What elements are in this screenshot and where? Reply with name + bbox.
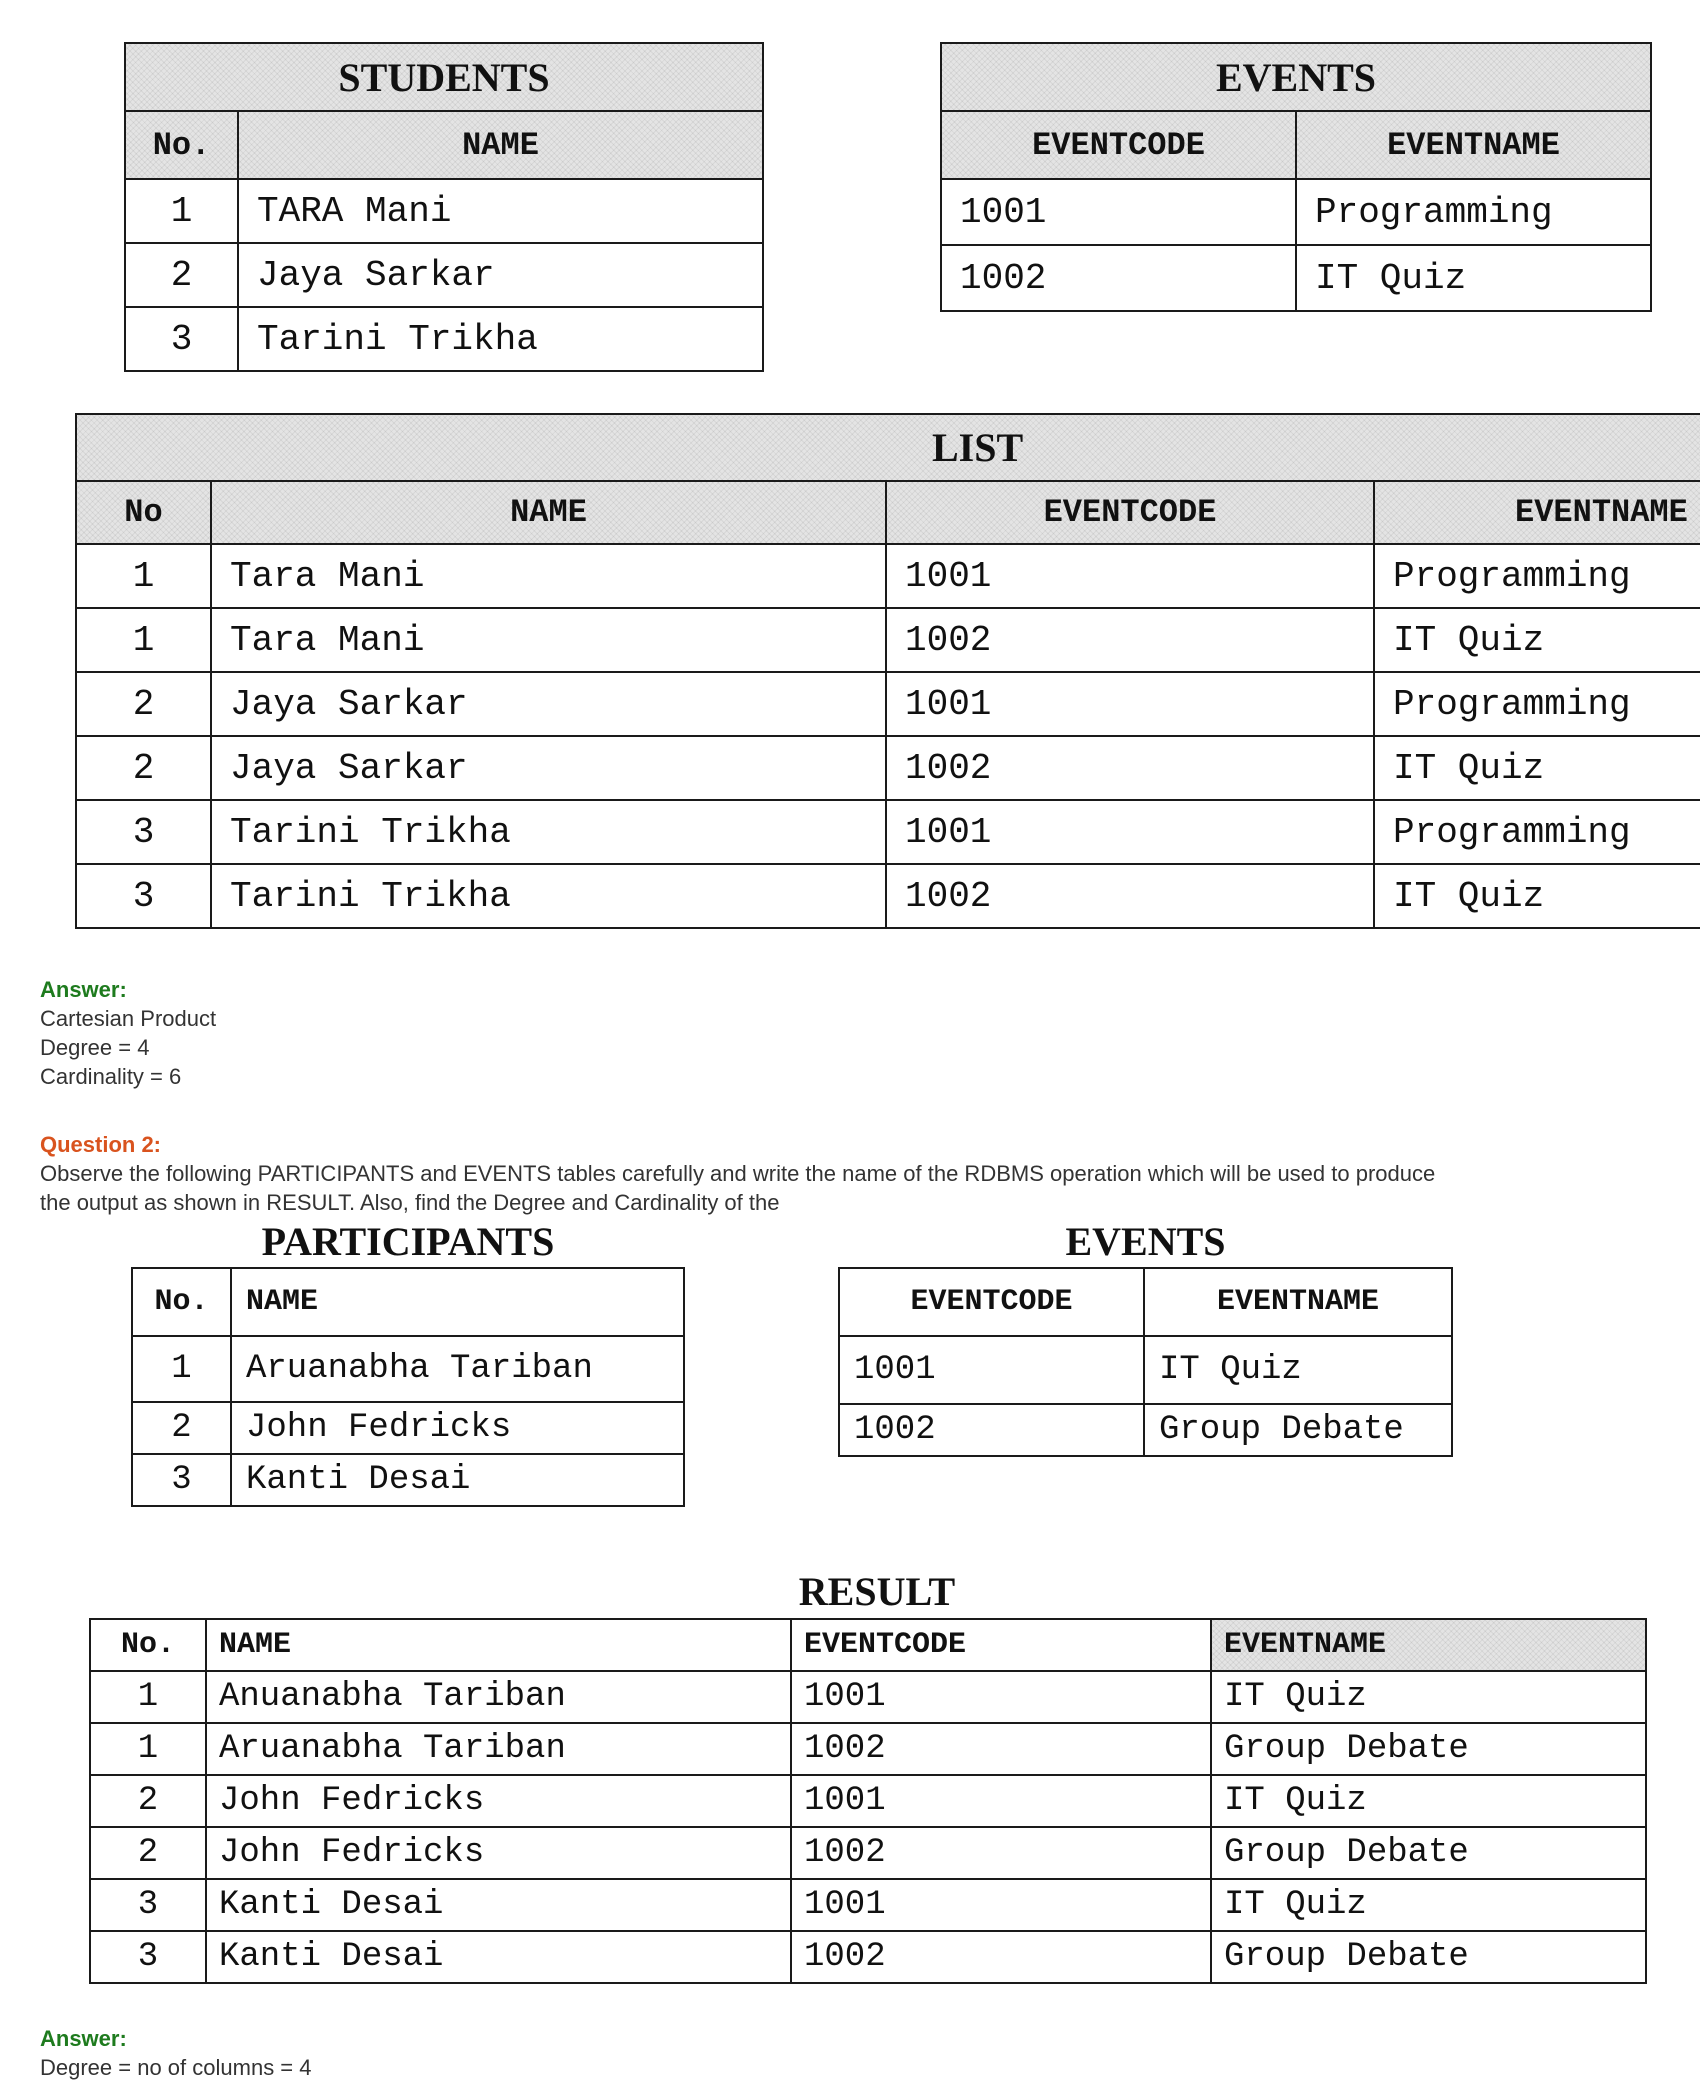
cell-eventcode: 1002 — [791, 1827, 1211, 1879]
cell-no: 3 — [90, 1879, 206, 1931]
cell-eventcode: 1002 — [839, 1404, 1144, 1456]
cell-name: Kanti Desai — [206, 1931, 791, 1983]
cell-no: 3 — [90, 1931, 206, 1983]
cell-eventname: IT Quiz — [1374, 608, 1700, 672]
cell-eventname: Programming — [1374, 672, 1700, 736]
cell-no: 3 — [76, 800, 211, 864]
cell-name: Tara Mani — [211, 608, 886, 672]
answer-1-label: Answer: — [40, 977, 127, 1002]
events1-header-eventname: EVENTNAME — [1296, 111, 1651, 179]
cell-name: Jaya Sarkar — [211, 736, 886, 800]
cell-name: Kanti Desai — [206, 1879, 791, 1931]
cell-eventname: IT Quiz — [1211, 1775, 1646, 1827]
cell-no: 2 — [125, 243, 238, 307]
list-header-name: NAME — [211, 481, 886, 544]
question-2-text-line-1: Observe the following PARTICIPANTS and EVENTS tables carefully and write the name of the RDBMS operation which will be used to produce — [40, 1161, 1436, 1186]
table-row — [90, 1827, 1646, 1879]
cell-eventname: IT Quiz — [1211, 1671, 1646, 1723]
table-row — [76, 544, 1700, 608]
cell-eventcode: 1002 — [791, 1723, 1211, 1775]
table-row — [839, 1336, 1452, 1404]
participants-table-title: PARTICIPANTS — [261, 1219, 555, 1264]
result-table-title: RESULT — [798, 1569, 956, 1614]
students-header-no: No. — [125, 111, 238, 179]
cell-eventcode: 1002 — [886, 608, 1374, 672]
table-row — [125, 307, 763, 371]
cell-no: 3 — [132, 1454, 231, 1506]
answer-2-line-1: Degree = no of columns = 4 — [40, 2055, 312, 2080]
cell-eventname: IT Quiz — [1374, 736, 1700, 800]
cell-no: 2 — [76, 672, 211, 736]
participants-header-name: NAME — [231, 1268, 684, 1336]
cell-eventname: IT Quiz — [1296, 245, 1651, 311]
list-header-eventcode: EVENTCODE — [886, 481, 1374, 544]
cell-eventname: Programming — [1374, 800, 1700, 864]
table-row — [125, 179, 763, 243]
cell-no: 3 — [125, 307, 238, 371]
cell-name: Tara Mani — [211, 544, 886, 608]
result-header-name: NAME — [206, 1619, 791, 1671]
table-row — [90, 1775, 1646, 1827]
result-header-no: No. — [90, 1619, 206, 1671]
table-row — [125, 243, 763, 307]
cell-no: 1 — [76, 544, 211, 608]
cell-eventcode: 1002 — [886, 864, 1374, 928]
students-table-title: STUDENTS — [125, 43, 763, 111]
events1-header-eventcode: EVENTCODE — [941, 111, 1296, 179]
students-table — [124, 42, 764, 372]
cell-name: Anuanabha Tariban — [206, 1671, 791, 1723]
cell-no: 1 — [76, 608, 211, 672]
cell-no: 1 — [132, 1336, 231, 1402]
participants-table — [131, 1267, 685, 1507]
cell-name: Jaya Sarkar — [238, 243, 763, 307]
events2-header-eventcode: EVENTCODE — [839, 1268, 1144, 1336]
cell-eventname: IT Quiz — [1211, 1879, 1646, 1931]
cell-eventcode: 1002 — [791, 1931, 1211, 1983]
cell-eventname: Group Debate — [1211, 1827, 1646, 1879]
cell-eventname: IT Quiz — [1374, 864, 1700, 928]
table-row — [76, 864, 1700, 928]
cell-eventname: Group Debate — [1144, 1404, 1452, 1456]
events-table-1-title: EVENTS — [941, 43, 1651, 111]
cell-name: John Fedricks — [231, 1402, 684, 1454]
cell-eventname: Programming — [1296, 179, 1651, 245]
cell-name: Tarini Trikha — [211, 864, 886, 928]
students-header-name: NAME — [238, 111, 763, 179]
cell-name: Kanti Desai — [231, 1454, 684, 1506]
answer-2-label: Answer: — [40, 2026, 127, 2051]
list-table — [75, 413, 1700, 929]
cell-eventcode: 1001 — [791, 1879, 1211, 1931]
list-header-no: No — [76, 481, 211, 544]
table-row — [941, 245, 1651, 311]
cell-eventcode: 1001 — [886, 800, 1374, 864]
answer-1-line-3: Cardinality = 6 — [40, 1064, 182, 1089]
cell-no: 1 — [90, 1671, 206, 1723]
cell-name: Aruanabha Tariban — [206, 1723, 791, 1775]
events-table-2-title: EVENTS — [1065, 1219, 1226, 1264]
table-row — [76, 608, 1700, 672]
cell-name: John Fedricks — [206, 1775, 791, 1827]
table-row — [132, 1336, 684, 1402]
cell-eventcode: 1002 — [886, 736, 1374, 800]
answer-1-line-1: Cartesian Product — [40, 1006, 217, 1031]
table-row — [90, 1723, 1646, 1775]
cell-eventcode: 1001 — [791, 1671, 1211, 1723]
table-row — [90, 1931, 1646, 1983]
cell-eventcode: 1001 — [886, 672, 1374, 736]
answer-1-line-2: Degree = 4 — [40, 1035, 150, 1060]
cell-name: Jaya Sarkar — [211, 672, 886, 736]
cell-eventcode: 1002 — [941, 245, 1296, 311]
list-header-eventname: EVENTNAME — [1374, 481, 1700, 544]
table-row — [76, 800, 1700, 864]
result-header-eventcode: EVENTCODE — [791, 1619, 1211, 1671]
table-row — [132, 1454, 684, 1506]
events-table-2 — [838, 1267, 1453, 1457]
cell-name: TARA Mani — [238, 179, 763, 243]
list-table-title: LIST — [76, 414, 1700, 481]
table-row — [132, 1402, 684, 1454]
cell-eventname: IT Quiz — [1144, 1336, 1452, 1404]
cell-eventcode: 1001 — [886, 544, 1374, 608]
events2-header-eventname: EVENTNAME — [1144, 1268, 1452, 1336]
table-row — [839, 1404, 1452, 1456]
events-table-1 — [940, 42, 1652, 312]
list-table-viewport — [0, 400, 1700, 940]
question-2-text-line-2: the output as shown in RESULT. Also, find the Degree and Cardinality of the — [40, 1190, 780, 1215]
table-row — [76, 736, 1700, 800]
participants-header-no: No. — [132, 1268, 231, 1336]
cell-name: John Fedricks — [206, 1827, 791, 1879]
cell-eventcode: 1001 — [839, 1336, 1144, 1404]
cell-no: 2 — [76, 736, 211, 800]
question-2-label: Question 2: — [40, 1132, 162, 1157]
cell-no: 2 — [132, 1402, 231, 1454]
table-row — [76, 672, 1700, 736]
cell-name: Tarini Trikha — [211, 800, 886, 864]
cell-name: Aruanabha Tariban — [231, 1336, 684, 1402]
cell-eventcode: 1001 — [791, 1775, 1211, 1827]
cell-no: 2 — [90, 1827, 206, 1879]
cell-eventname: Programming — [1374, 544, 1700, 608]
cell-no: 1 — [125, 179, 238, 243]
table-row — [90, 1879, 1646, 1931]
table-row — [90, 1671, 1646, 1723]
result-table — [89, 1618, 1647, 1984]
table-row — [941, 179, 1651, 245]
cell-eventname: Group Debate — [1211, 1723, 1646, 1775]
cell-eventname: Group Debate — [1211, 1931, 1646, 1983]
cell-name: Tarini Trikha — [238, 307, 763, 371]
cell-eventcode: 1001 — [941, 179, 1296, 245]
cell-no: 1 — [90, 1723, 206, 1775]
cell-no: 3 — [76, 864, 211, 928]
cell-no: 2 — [90, 1775, 206, 1827]
result-header-eventname: EVENTNAME — [1211, 1619, 1646, 1671]
